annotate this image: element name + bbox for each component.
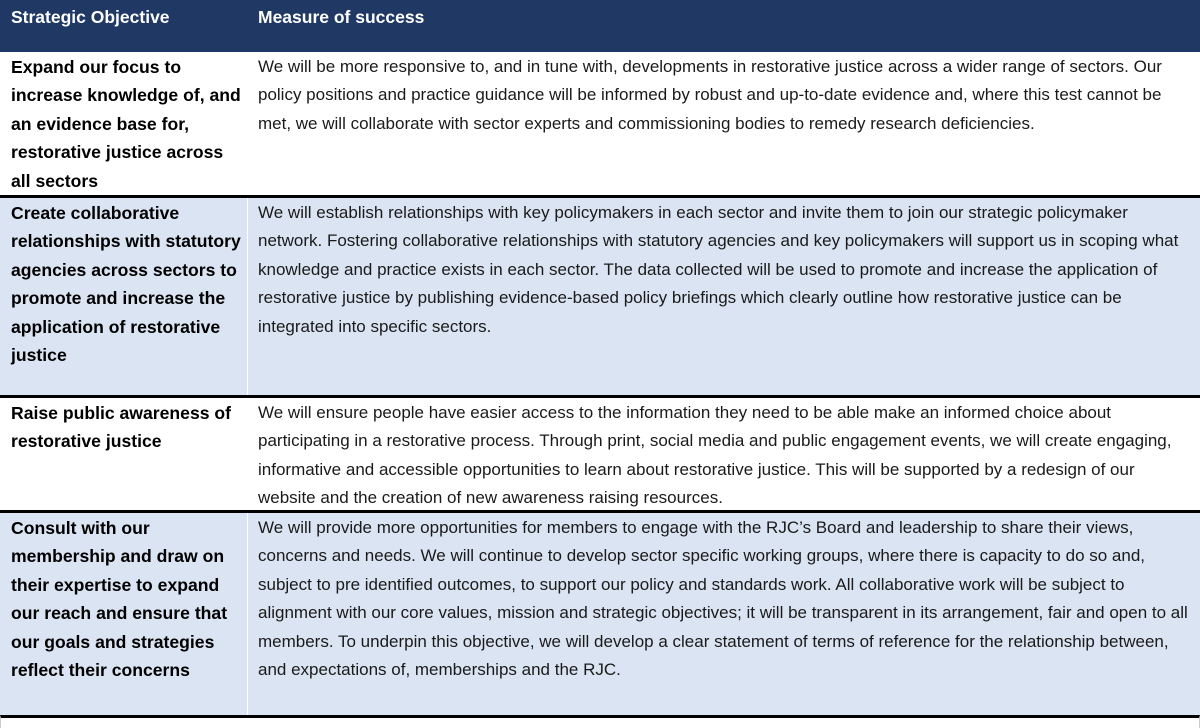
table-row	[0, 395, 1200, 510]
header-strategic-objective: Strategic Objective	[11, 7, 170, 27]
table-header	[0, 0, 1200, 52]
measure-cell: We will ensure people have easier access to the information they need to be able make an informed choice about participating in a restorative process. Through print, social media and public engagement events, we will create engaging, informative and accessible opportunities to learn about restorative justice. This will be supported by a redesign of our website and the creation of new awareness raising resources.	[258, 403, 1172, 508]
table-row	[0, 510, 1200, 715]
table-row	[0, 52, 1200, 195]
objective-cell: Expand our focus to increase knowledge of, and an evidence base for, restorative justice across all sectors	[0, 52, 248, 195]
header-measure-of-success: Measure of success	[258, 7, 425, 27]
objective-cell: Create collaborative relationships with statutory agencies across sectors to promote and increase the application of restorative justice	[0, 198, 248, 395]
measure-cell: We will establish relationships with key policymakers in each sector and invite them to join our strategic policymaker network. Fostering collaborative relationships with statutory agencies and key policymakers will support us in scoping what knowledge and practice exists in each sector. The data collected will be used to promote and increase the application of restorative justice by publishing evidence-based policy briefings which clearly outline how restorative justice can be integrated into specific sectors.	[248, 198, 1200, 395]
measure-cell: We will provide more opportunities for members to engage with the RJC’s Board and leadership to share their views, concerns and needs. We will continue to develop sector specific working groups, where there is capacity to do so and, subject to pre identified outcomes, to support our policy and standards work. All collaborative work will be subject to alignment with our core values, mission and strategic objectives; it will be transparent in its arrangement, fair and open to all members. To underpin this objective, we will develop a clear statement of terms of reference for the relationship between, and expectations of, memberships and the RJC.	[248, 513, 1200, 715]
measure-cell: We will be more responsive to, and in tune with, developments in restorative justice across a wider range of sectors. Our policy positions and practice guidance will be informed by robust and up-to-date evidence and, where this test cannot be met, we will collaborate with sector experts and commissioning bodies to remedy research deficiencies.	[258, 57, 1162, 133]
table-row	[0, 195, 1200, 395]
objective-cell: Consult with our membership and draw on their expertise to expand our reach and ensure that our goals and strategies reflect their concerns	[0, 513, 248, 715]
objective-cell: Raise public awareness of restorative justice	[0, 398, 248, 510]
table-bottom-border	[0, 715, 1200, 728]
